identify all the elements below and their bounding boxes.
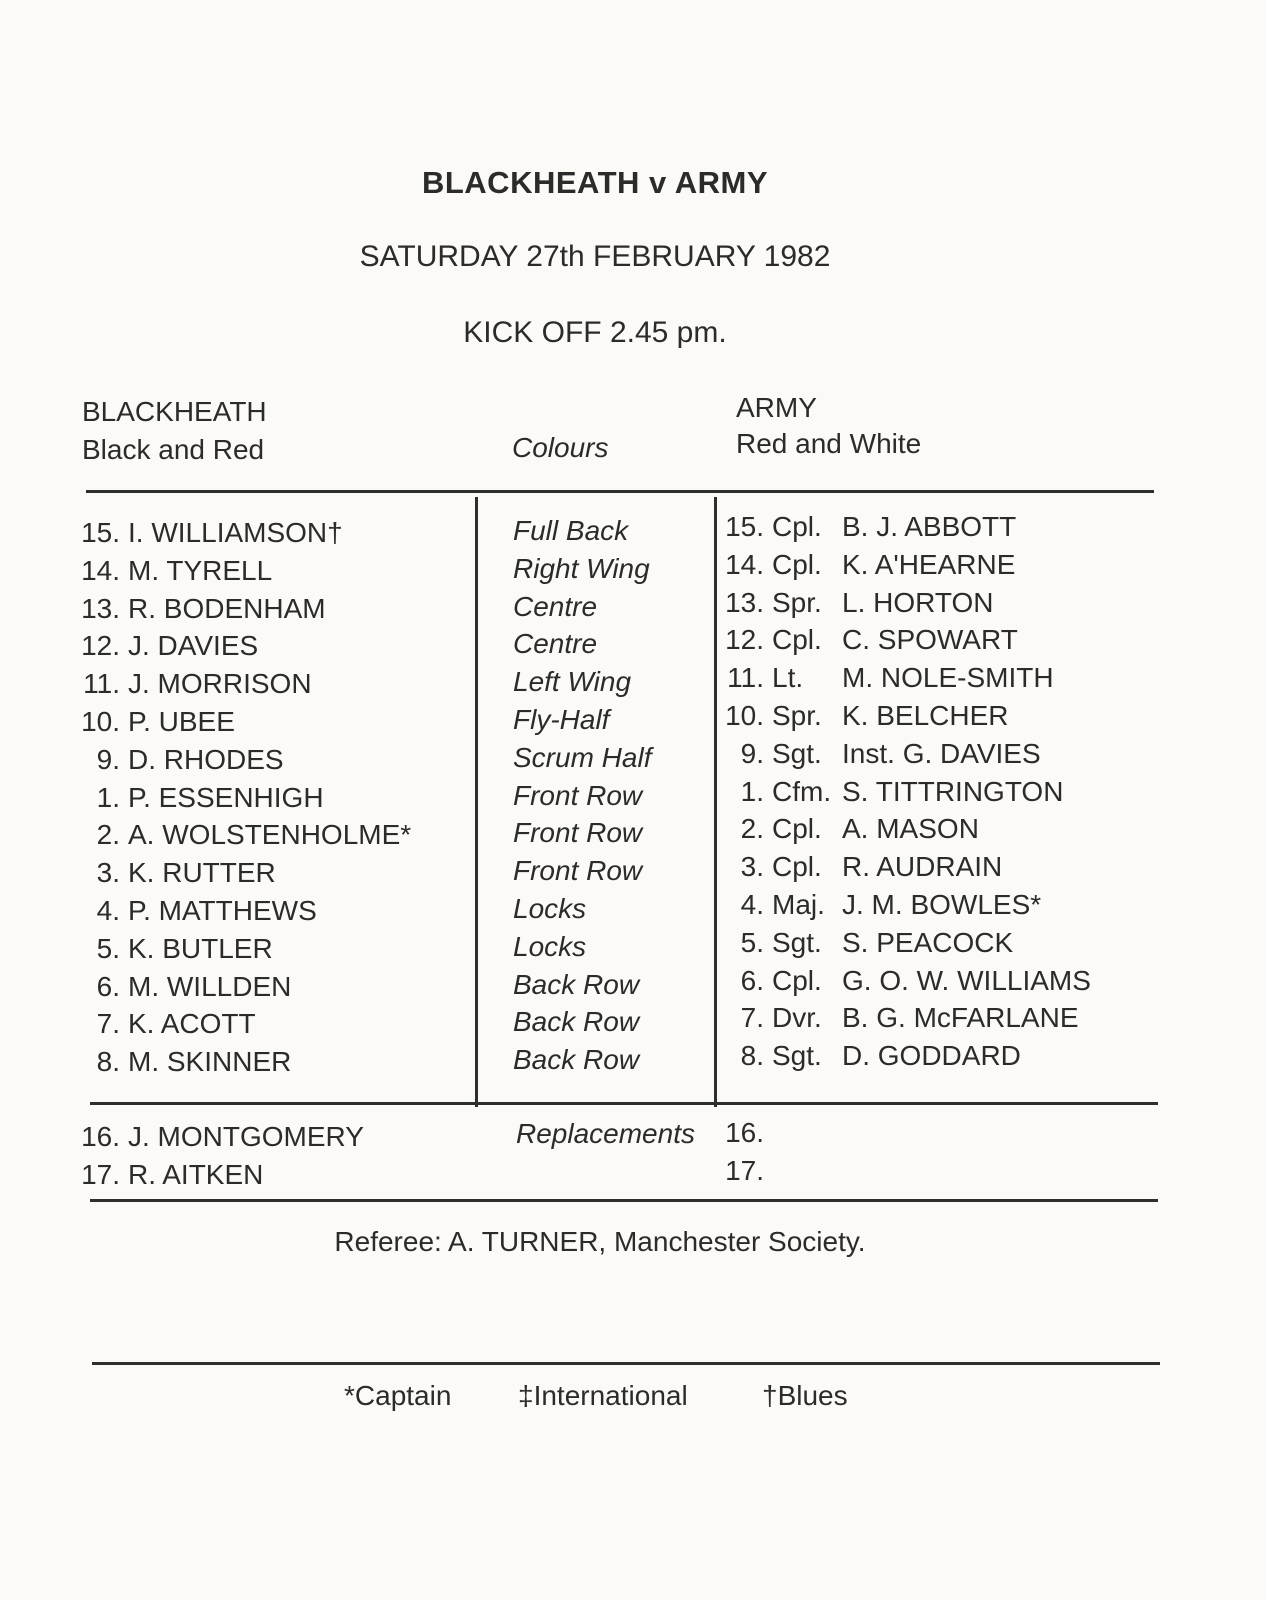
home-player-row [72, 590, 326, 628]
player-rank: Maj. [772, 889, 825, 920]
player-name: J. DAVIES [128, 630, 259, 662]
position-row [513, 663, 631, 701]
away-player-row [716, 999, 1079, 1037]
player-rank: Cpl. [772, 964, 822, 996]
away-player-row [716, 1037, 1021, 1075]
position-name: Fly-Half [513, 704, 610, 735]
away-replacement-row [716, 1114, 772, 1152]
player-number: 13. [725, 586, 764, 618]
player-number: 13. [81, 592, 120, 624]
player-number: 14. [81, 554, 120, 586]
player-number: 2. [740, 813, 764, 845]
player-rank: Lt. [772, 662, 804, 694]
player-number: 5. [740, 926, 764, 958]
position-name: Locks [513, 893, 587, 924]
player-number: 7. [96, 1008, 120, 1040]
position-name: Front Row [513, 855, 643, 887]
player-number: 9. [96, 743, 120, 775]
match-date: SATURDAY 27th FEBRUARY 1982 [359, 240, 831, 273]
player-name: P. MATTHEWS [128, 895, 317, 926]
position-name: Front Row [513, 779, 643, 811]
position-name: Back Row [513, 1044, 640, 1076]
home-player-row [72, 779, 324, 817]
position-name: Scrum Half [513, 741, 652, 773]
position-row [513, 550, 650, 588]
top-rule [86, 490, 1154, 493]
home-player-row [72, 854, 276, 892]
player-rank: Cfm. [772, 775, 832, 807]
home-player-row [72, 968, 291, 1006]
home-player-row [72, 703, 235, 741]
player-name: K. A'HEARNE [842, 548, 1016, 580]
position-row [513, 966, 639, 1004]
position-row [513, 890, 586, 928]
player-rank: Cpl. [772, 511, 822, 542]
replacements-label: Replacements [516, 1118, 695, 1149]
position-name: Right Wing [513, 552, 650, 584]
player-number: 15. [725, 511, 764, 542]
player-number: 15. [81, 517, 120, 548]
player-rank: Cpl. [772, 624, 822, 656]
player-name: C. SPOWART [842, 624, 1018, 656]
away-player-row [716, 621, 1018, 659]
home-player-row [72, 816, 411, 854]
player-number: 9. [740, 737, 764, 769]
home-player-row [72, 892, 317, 930]
player-name: K. ACOTT [128, 1008, 256, 1040]
player-number: 1. [740, 775, 764, 807]
referee-line: Referee: A. TURNER, Manchester Society. [334, 1226, 866, 1257]
position-name: Left Wing [513, 666, 632, 698]
away-player-row [716, 508, 1016, 546]
home-player-row [72, 665, 312, 703]
home-player-row [72, 552, 272, 590]
away-player-row [716, 924, 1013, 962]
position-row [513, 777, 642, 815]
player-name: P. UBEE [128, 706, 235, 737]
away-player-row [716, 886, 1041, 924]
away-player-row [716, 697, 1009, 735]
home-team-colours: Black and Red [82, 434, 265, 465]
player-name: G. O. W. WILLIAMS [842, 964, 1091, 996]
player-name: B. J. ABBOTT [842, 511, 1017, 542]
player-rank: Sgt. [772, 926, 822, 958]
player-rank: Cpl. [772, 851, 822, 883]
replacements-bottom-rule [90, 1199, 1158, 1202]
away-player-row [716, 735, 1041, 773]
player-number: 7. [740, 1002, 764, 1034]
legend-international: ‡International [518, 1380, 688, 1411]
player-number: 17. [725, 1154, 764, 1186]
player-name: D. GODDARD [842, 1040, 1021, 1072]
home-player-row [72, 514, 343, 552]
player-number: 12. [725, 624, 764, 656]
away-player-row [716, 546, 1015, 584]
position-row [513, 928, 586, 966]
player-name: J. MONTGOMERY [128, 1121, 364, 1152]
player-number: 8. [96, 1046, 120, 1078]
position-row [513, 739, 651, 777]
player-name: M. SKINNER [128, 1046, 292, 1078]
player-number: 14. [725, 548, 764, 580]
position-name: Locks [513, 930, 587, 962]
player-rank: Spr. [772, 586, 822, 618]
away-replacement-row [716, 1152, 772, 1190]
home-team-name: BLACKHEATH [82, 396, 267, 427]
player-number: 4. [96, 895, 120, 926]
player-number: 16. [81, 1121, 120, 1152]
player-number: 8. [740, 1040, 764, 1072]
player-name: K. BUTLER [128, 932, 273, 964]
player-name: I. WILLIAMSON† [128, 517, 343, 548]
player-name: M. NOLE-SMITH [842, 662, 1054, 694]
away-player-row [716, 584, 993, 622]
lineup-bottom-rule [90, 1102, 1158, 1105]
position-name: Full Back [513, 515, 629, 546]
away-team-name: ARMY [736, 392, 817, 423]
player-number: 3. [96, 857, 120, 889]
player-name: R. AITKEN [128, 1158, 264, 1190]
legend-top-rule [92, 1362, 1160, 1365]
player-name: A. MASON [842, 813, 979, 845]
player-name: B. G. McFARLANE [842, 1002, 1079, 1034]
position-row [513, 701, 609, 739]
position-row [513, 1041, 639, 1079]
player-rank: Sgt. [772, 1040, 822, 1072]
player-number: 17. [81, 1158, 120, 1190]
player-number: 10. [81, 706, 120, 737]
player-number: 3. [740, 851, 764, 883]
away-team-colours: Red and White [736, 428, 922, 459]
home-player-row [72, 930, 273, 968]
position-name: Centre [513, 590, 598, 622]
position-row [513, 588, 597, 626]
position-row [513, 625, 597, 663]
position-name: Centre [513, 628, 598, 660]
player-number: 6. [96, 970, 120, 1002]
player-name: M. WILLDEN [128, 970, 292, 1002]
player-name: K. RUTTER [128, 857, 276, 889]
player-number: 10. [725, 700, 764, 731]
away-player-row [716, 848, 1002, 886]
player-name: Inst. G. DAVIES [842, 737, 1041, 769]
left-column-divider [475, 497, 478, 1107]
colours-label: Colours [512, 432, 609, 463]
legend-blues: †Blues [762, 1380, 848, 1411]
away-player-row [716, 962, 1091, 1000]
player-number: 11. [83, 668, 120, 700]
player-name: M. TYRELL [128, 554, 273, 586]
position-name: Front Row [513, 817, 643, 849]
player-name: P. ESSENHIGH [128, 781, 324, 813]
position-row [513, 814, 642, 852]
player-name: J. MORRISON [128, 668, 312, 700]
player-number: 4. [740, 889, 764, 920]
player-number: 2. [96, 819, 120, 851]
player-rank: Dvr. [772, 1002, 822, 1034]
player-name: J. M. BOWLES* [842, 889, 1042, 920]
kickoff-time: KICK OFF 2.45 pm. [463, 316, 727, 349]
player-number: 6. [740, 964, 764, 996]
player-name: R. BODENHAM [128, 592, 326, 624]
position-row [513, 1003, 639, 1041]
home-player-row [72, 627, 258, 665]
position-row [513, 512, 628, 550]
player-rank: Spr. [772, 700, 822, 731]
home-player-row [72, 741, 284, 779]
player-name: L. HORTON [842, 586, 994, 618]
home-replacement-row [72, 1118, 364, 1156]
player-rank: Cpl. [772, 548, 822, 580]
position-row [513, 852, 642, 890]
player-number: 5. [96, 932, 120, 964]
player-number: 16. [725, 1117, 764, 1148]
legend-captain: *Captain [344, 1380, 452, 1411]
player-rank: Cpl. [772, 813, 822, 845]
position-name: Back Row [513, 1006, 640, 1038]
away-player-row [716, 773, 1063, 811]
player-name: K. BELCHER [842, 700, 1009, 731]
home-player-row [72, 1005, 256, 1043]
player-number: 11. [727, 662, 764, 694]
home-replacement-row [72, 1156, 263, 1194]
player-number: 1. [96, 781, 120, 813]
player-name: R. AUDRAIN [842, 851, 1003, 883]
player-name: S. TITTRINGTON [842, 775, 1064, 807]
position-name: Back Row [513, 968, 640, 1000]
home-player-row [72, 1043, 291, 1081]
player-rank: Sgt. [772, 737, 822, 769]
player-name: S. PEACOCK [842, 926, 1014, 958]
match-title: BLACKHEATH v ARMY [421, 165, 769, 200]
player-name: D. RHODES [128, 743, 284, 775]
player-name: A. WOLSTENHOLME* [128, 819, 412, 851]
away-player-row [716, 659, 1054, 697]
player-number: 12. [81, 630, 120, 662]
away-player-row [716, 810, 979, 848]
